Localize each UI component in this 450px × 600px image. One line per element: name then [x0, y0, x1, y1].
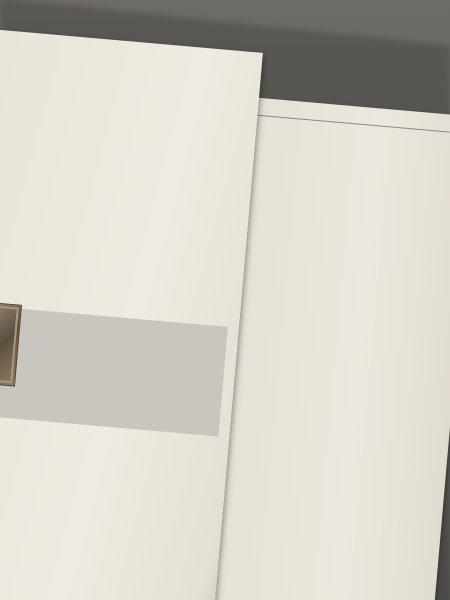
intro-text: [0, 202, 222, 222]
subsection-highlight: [0, 306, 228, 437]
epigraph: [52, 171, 211, 185]
header-rule: [250, 114, 449, 132]
chapter-title: [2, 116, 211, 134]
epigraph-line: [52, 171, 211, 185]
epigraph-line: [52, 171, 211, 185]
epigraph-author: [84, 198, 210, 209]
